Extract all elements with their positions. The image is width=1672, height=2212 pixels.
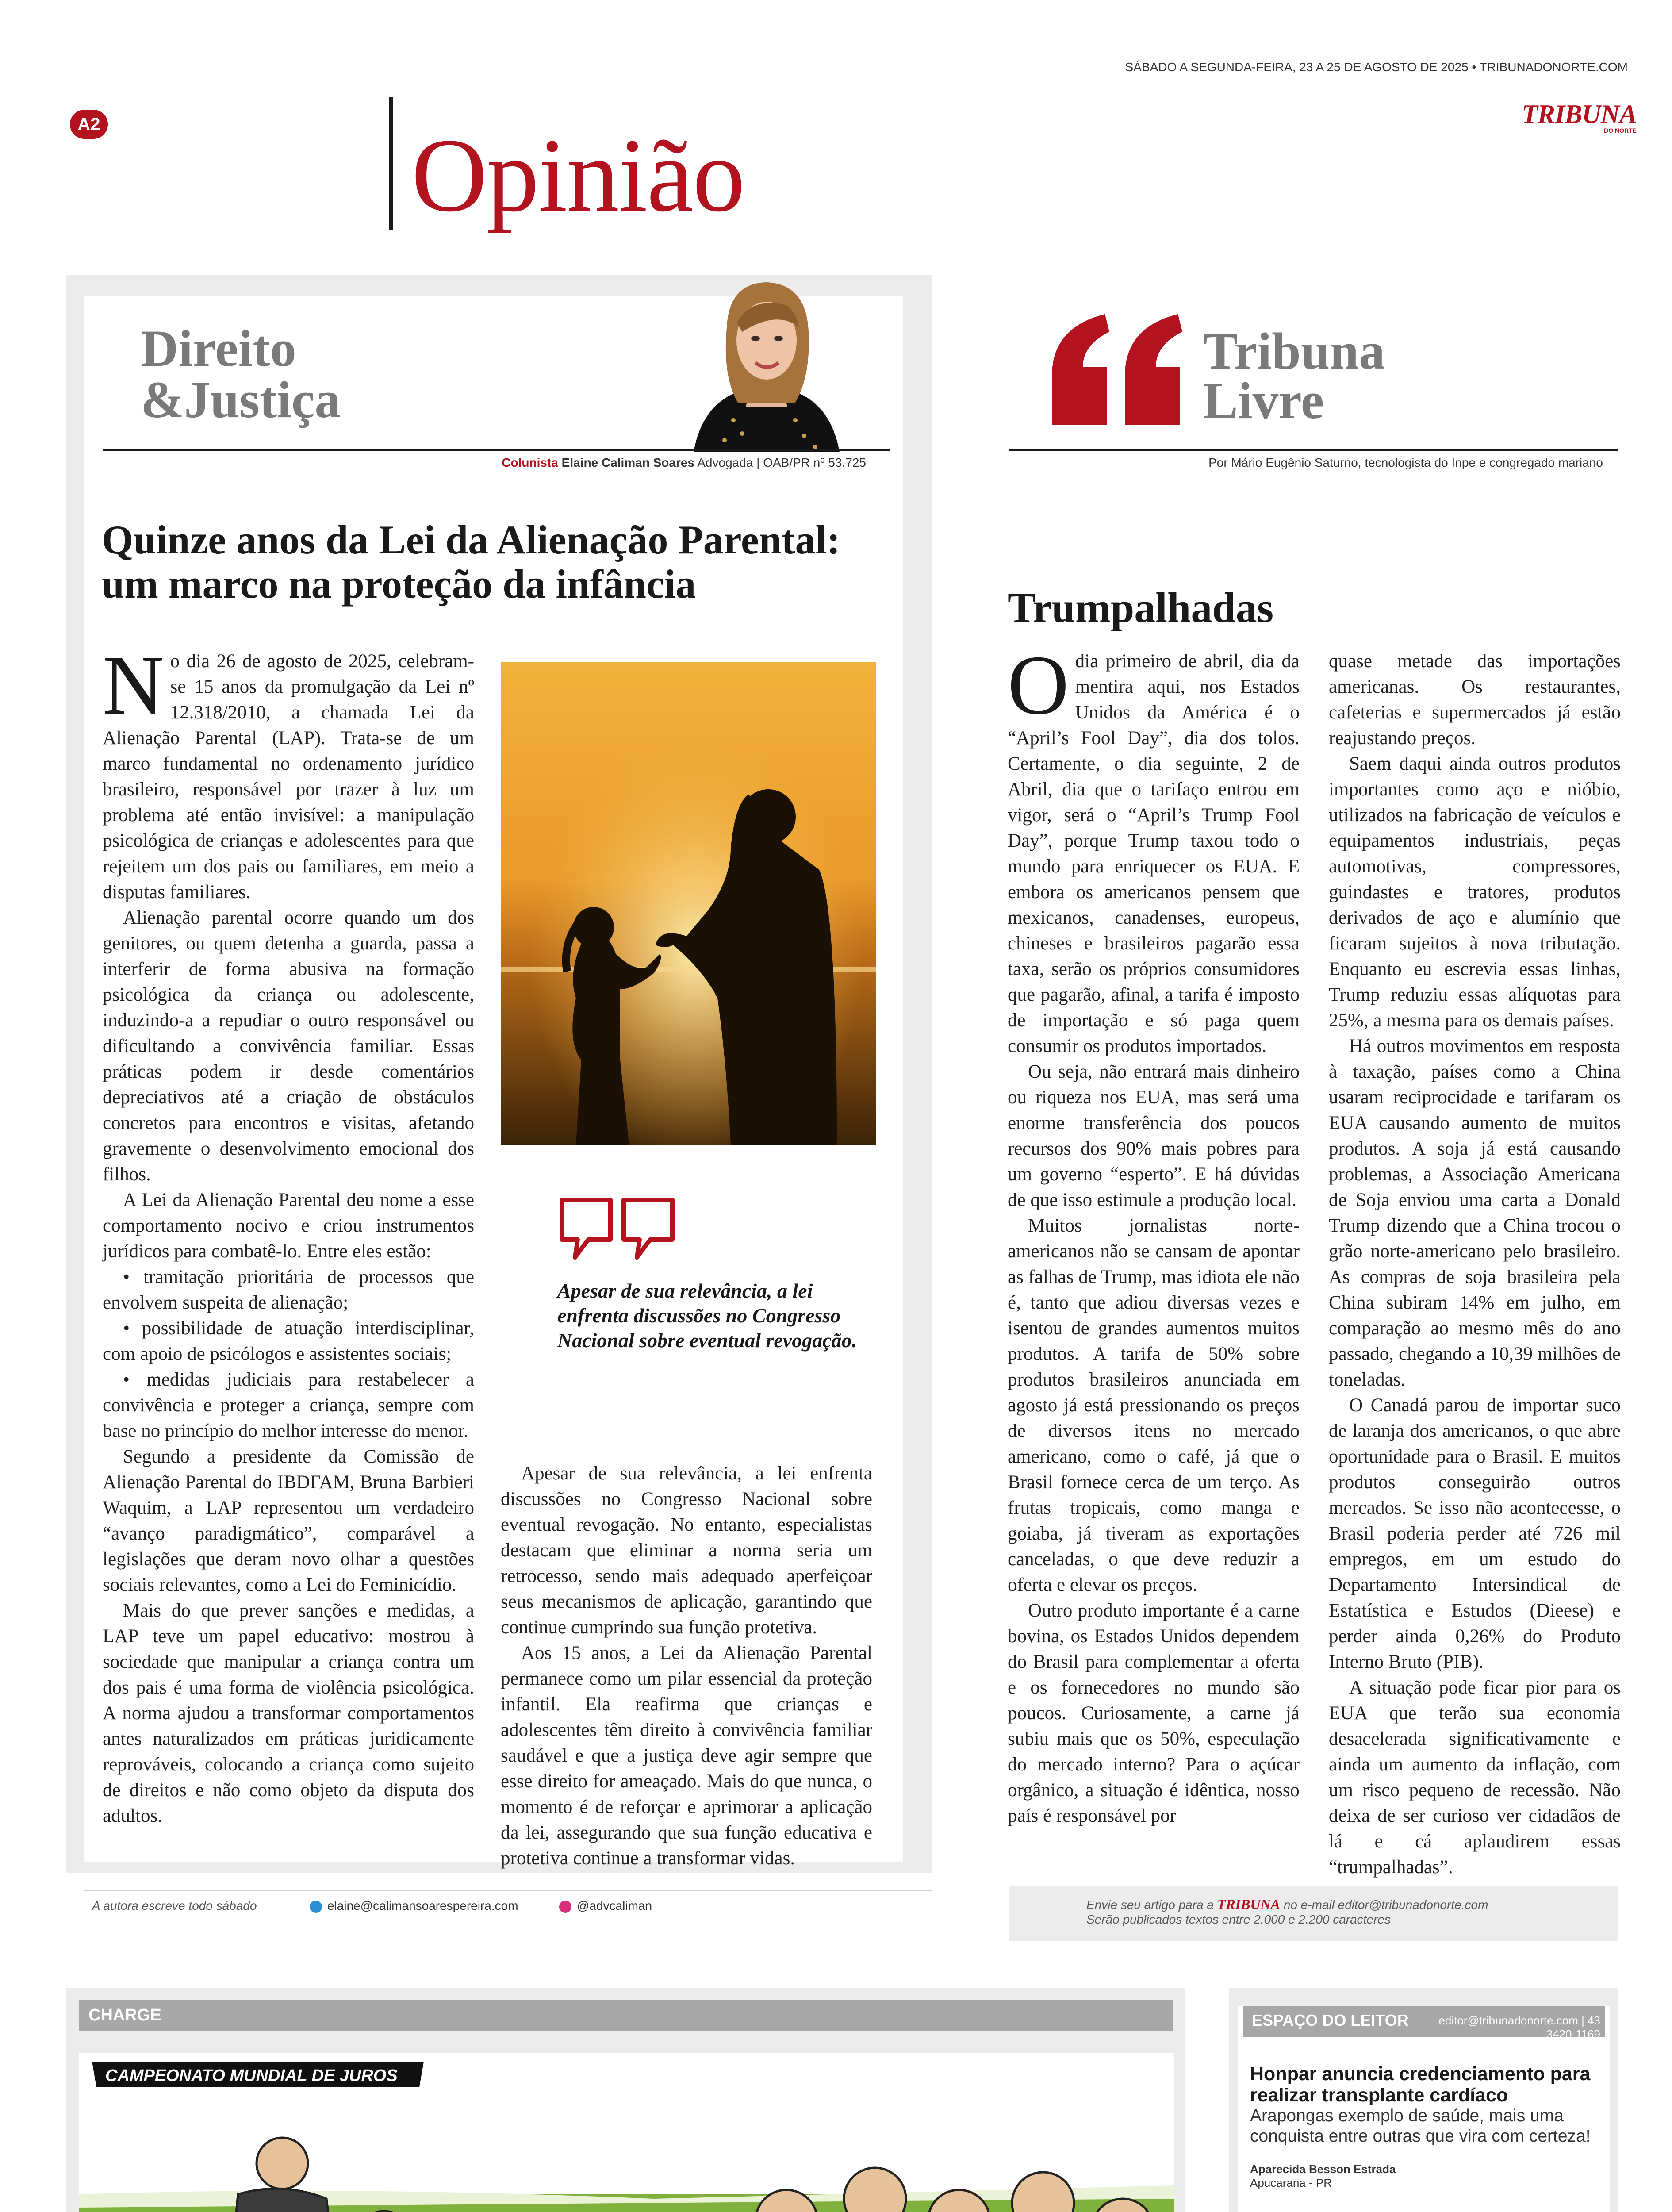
article-paragraph: Há outros movimentos em resposta à taxação, países como a China usaram reciprocidade e tarifaram os EUA causando aumento de muitos produtos. A soja já está causando problemas, a Associação Americana de Soja enviou uma carta a Donald Trump dizendo que a China trocou o grão norte-americano pelo brasileiro. As compras de soja brasileira pela China subiram 14% em julho, em comparação ao mesmo mês do ano passado, chegando a 10,39 milhões de toneladas.: [1329, 1036, 1621, 1390]
brand-logo-sub: DO NORTE: [1604, 127, 1637, 134]
article-paragraph: quase metade das importações americanas. Os restaurantes, cafeterias e supermercados já estão reajustando preços.: [1329, 651, 1621, 749]
article-paragraph: Aos 15 anos, a Lei da Alienação Parental permanece como um pilar essencial da proteção infantil. Ela reafirma que crianças e adolescentes têm direito à convivência familiar saudável e que a justiça deve agir sempre que esse direito for ameaçado. Mais do que nunca, o momento é de reforçar e aprimorar a aplicação da lei, assegurando que sua função educativa e protetiva continue a transformar vidas.: [501, 1643, 872, 1869]
byline-name: Elaine Caliman Soares: [561, 456, 695, 469]
reader-letter-title: Honpar anuncia credenciamento para realizar transplante cardíaco: [1250, 2063, 1591, 2106]
tribuna-livre-byline-rule: [1009, 449, 1618, 451]
submit-line-2: Serão publicados textos entre 2.000 e 2.200 caracteres: [1086, 1912, 1391, 1926]
tribuna-livre-byline: Por Mário Eugênio Saturno, tecnologista do Inpe e congregado mariano: [1208, 456, 1603, 469]
editorial-cartoon: [79, 2053, 1174, 2212]
tribuna-livre-title-line2: Livre: [1203, 372, 1324, 430]
byline-tag: Colunista: [502, 456, 558, 469]
column-footer-note: A autora escreve todo sábado: [92, 1899, 257, 1912]
article-paragraph: o dia 26 de agosto de 2025, celebram-se 15 anos da promulgação da Lei nº 12.318/2010, a chamada Lei da Alienação Parental (LAP). Trata-se de um marco fundamental no ordenamento jurídico brasileiro, responsável por trazer à luz um problema até então invisível: a manipulação psicológica de crianças e adolescentes para que rejeitem um dos pais ou familiares, em meio a disputas familiares.: [103, 651, 474, 902]
submit-line-1: [1009, 1886, 1618, 1912]
pull-quote: Apesar de sua relevância, a lei enfrenta discussões no Congresso Nacional sobre eventual revogação.: [557, 1279, 857, 1352]
submit-line-1-post: no e-mail editor@tribunadonorte.com: [1283, 1898, 1488, 1912]
dateline: SÁBADO A SEGUNDA-FEIRA, 23 A 25 DE AGOSTO DE 2025 • TRIBUNADONORTE.COM: [1125, 60, 1628, 74]
tribuna-livre-dropcap: O: [1008, 638, 1069, 732]
quote-marks-icon: [1043, 310, 1189, 429]
columnist-portrait: [685, 274, 848, 452]
column-title-line1: Direito: [141, 319, 296, 377]
article-paragraph: A Lei da Alienação Parental deu nome a esse comportamento nocivo e criou instrumentos jurídicos para combatê-lo. Entre eles estão:: [103, 1190, 474, 1262]
article-photo: [501, 662, 876, 1145]
reader-letter-name: Aparecida Besson Estrada: [1250, 2162, 1396, 2176]
column-title-line2: Justiça: [184, 371, 341, 429]
reader-letter-body: Arapongas exemplo de saúde, mais uma conquista entre outras que vira com certeza!: [1250, 2106, 1591, 2146]
article-headline: Quinze anos da Lei da Alienação Parental: um marco na proteção da infância: [102, 517, 840, 607]
reader-letter: [1250, 2063, 1599, 2190]
article-paragraph: Saem daqui ainda outros produtos importantes como aço e nióbio, utilizados na fabricação de veículos e equipamentos industriais, peças automotivas, compressores, guindastes e tratores, produtos derivados de aço e alumínio que ficaram sujeitos à nova tributação. Enquanto eu escrevia essas linhas, Trump reduziu essas alíquotas para 25%, a mesma para os demais países.: [1329, 753, 1621, 1031]
instagram-icon: [559, 1901, 571, 1913]
columnist-email-text: elaine@calimansoarespereira.com: [327, 1899, 518, 1912]
cartoon-banner: CAMPEONATO MUNDIAL DE JUROS: [105, 2066, 398, 2085]
tribuna-livre-column-1: [1008, 638, 1300, 1829]
article-paragraph: dia primeiro de abril, dia da mentira aqui, nos Estados Unidos da América é o “April’s Fool Day”, dia dos tolos. Certamente, o dia seguinte, 2 de Abril, dia que o tarifaço entrou em vigor, será o “April’s Trump Fool Day”, porque Trump taxou todo o mundo para enriquecer os EUA. E embora os americanos pensem que mexicanos, canadenses, europeus, chineses e brasileiros pagarão essa taxa, serão os próprios consumidores que pagarão, afinal, a tarifa é imposto de importação e só paga quem consumir os produtos importados.: [1008, 651, 1300, 1056]
article-bullet: • medidas judiciais para restabelecer a convivência e proteger a criança, sempre com base no princípio do melhor interesse do menor.: [103, 1369, 474, 1441]
column-title: [141, 319, 341, 429]
column-byline: [103, 456, 866, 470]
brand-logo-word: TRIBUNA: [1522, 100, 1637, 129]
submit-article-box: [1009, 1886, 1618, 1941]
tribuna-livre-column-2: [1329, 649, 1621, 1880]
article-dropcap: N: [103, 638, 164, 732]
article-paragraph: Muitos jornalistas norte-americanos não se cansam de apontar as falhas de Trump, mas idiota ele não é, tanto que adiou diversas vezes e isentou de grandes aumentos muitos produtos. A tarifa de 50% sobre produtos brasileiros anunciada em agosto já está pressionando os preços de diversos itens no mercado americano, como o café, já que o Brasil fornece cerca de um terço. As frutas tropicais, como manga e goiaba, já tiveram as exportações canceladas, o que deve reduzir a oferta e elevar os preços.: [1008, 1215, 1300, 1595]
article-paragraph: Segundo a presidente da Comissão de Alienação Parental do IBDFAM, Bruna Barbieri Waquim, a LAP representou um verdadeiro “avanço paradigmático”, comparável a legislações que deram novo olhar a questões sociais relevantes, como a Lei do Feminicídio.: [103, 1446, 474, 1595]
byline-role: Advogada | OAB/PR nº 53.725: [697, 456, 866, 469]
reader-letter-city: Apucarana - PR: [1250, 2176, 1332, 2189]
column-byline-rule: [103, 449, 890, 451]
reader-space-contact: editor@tribunadonorte.com | 43 3420-1169: [1438, 2014, 1600, 2041]
article-paragraph: Alienação parental ocorre quando um dos genitores, ou quem detenha a guarda, passa a interferir de forma abusiva na formação psicológica da criança ou adolescente, induzindo-a a repudiar o outro responsável ou dificultando a convivência familiar. Essas práticas podem ir desde comentários depreciativos até a criação de obstáculos concretos para encontros e visitas, afetando gravemente o desenvolvimento emocional dos filhos.: [103, 907, 474, 1185]
article-paragraph: Ou seja, não entrará mais dinheiro ou riqueza nos EUA, mas será uma enorme transferência dos poucos recursos dos 90% mais pobres para um governo “esperto”. E há dúvidas de que isso estimule a produção local.: [1008, 1061, 1300, 1210]
page-number-badge: A2: [70, 110, 108, 139]
columnist-email[interactable]: [310, 1899, 518, 1913]
charge-label: CHARGE: [79, 2000, 1173, 2031]
submit-brand: TRIBUNA: [1217, 1896, 1280, 1912]
article-bullet: • possibilidade de atuação interdisciplinar, com apoio de psicólogos e assistentes sociais;: [103, 1318, 474, 1364]
article-paragraph: O Canadá parou de importar suco de laranja dos americanos, o que abre oportunidade para o Brasil. E muitos produtos conseguirão outros mercados. Se isso não acontecesse, o Brasil poderia perder até 726 mil empregos, em um estudo do Departamento Intersindical de Estatística e Estudos (Dieese) e perder ainda 0,26% do Produto Interno Bruto (PIB).: [1329, 1395, 1621, 1672]
column-title-amp: &: [141, 371, 184, 429]
tribuna-livre-headline: Trumpalhadas: [1008, 584, 1274, 631]
masthead-divider: [389, 97, 393, 230]
article-paragraph: Mais do que prever sanções e medidas, a LAP teve um papel educativo: mostrou à sociedade que manipular a criança contra um dos pais é uma forma de violência psicológica. A norma ajudou a transformar comportamentos antes naturalizados em práticas juridicamente reprováveis, colocando a criança como sujeito de direitos e não como objeto da disputa dos adultos.: [103, 1600, 474, 1826]
article-body-column-2: [501, 1461, 872, 1871]
column-footer-rule: [84, 1890, 932, 1891]
article-paragraph: Apesar de sua relevância, a lei enfrenta discussões no Congresso Nacional sobre eventual revogação. No entanto, especialistas destacam que eliminar a norma seria um retrocesso, sendo mais adequado aperfeiçoar seus mecanismos de aplicação, garantindo que continue cumprindo sua função protetiva.: [501, 1463, 872, 1638]
article-paragraph: A situação pode ficar pior para os EUA que terão sua economia desacelerada significativamente e ainda um aumento da inflação, com um risco pequeno de recessão. Não deixa de ser curioso ver cidadãos de lá e cá aplaudirem essas “trumpalhadas”.: [1329, 1677, 1621, 1878]
reader-space-label: ESPAÇO DO LEITOR: [1252, 2011, 1409, 2029]
brand-logo: [1473, 101, 1637, 134]
article-bullet: • tramitação prioritária de processos que envolvem suspeita de alienação;: [103, 1267, 474, 1313]
speech-bubbles-icon: [557, 1195, 681, 1262]
article-body-column-1: [103, 638, 474, 1829]
section-title: Opinião: [411, 117, 744, 234]
columnist-instagram[interactable]: [559, 1899, 652, 1913]
submit-line-1-pre: Envie seu artigo para a: [1086, 1898, 1214, 1912]
tribuna-livre-title-line1: Tribuna: [1203, 322, 1385, 380]
telegram-icon: [310, 1901, 322, 1913]
columnist-instagram-text: @advcaliman: [577, 1899, 652, 1912]
tribuna-livre-title: [1203, 322, 1385, 430]
article-paragraph: Outro produto importante é a carne bovina, os Estados Unidos dependem do Brasil para complementar a oferta e os fornecedores no mundo são poucos. Curiosamente, a carne já subiu mais que os 50%, especulação do mercado interno? Para o açúcar orgânico, a situação é idêntica, nosso país é responsável por: [1008, 1600, 1300, 1826]
